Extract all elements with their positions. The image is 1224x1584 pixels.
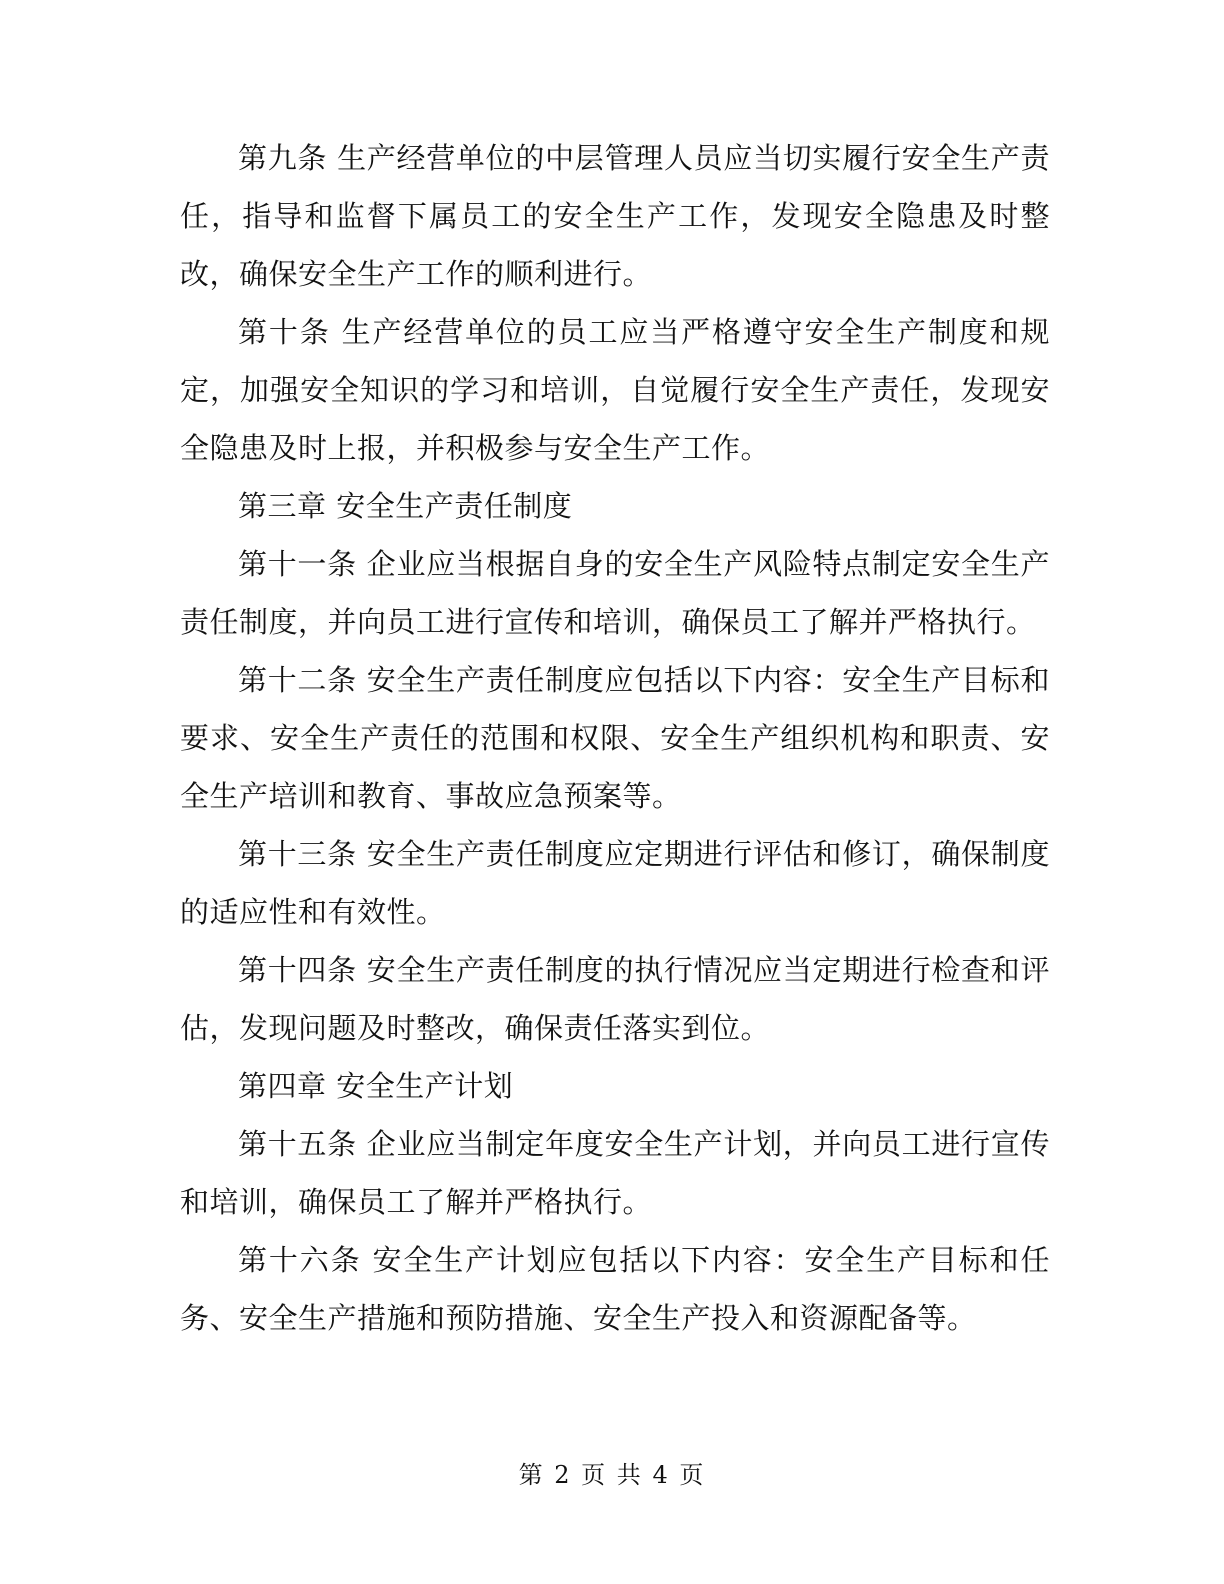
chapter-3-heading: 第三章 安全生产责任制度 [238, 489, 573, 523]
article-12: 第十二条 安全生产责任制度应包括以下内容：安全生产目标和要求、安全生产责任的范围和权限、安全生产组织机构和职责、安全生产培训和教育、事故应急预案等。 [180, 663, 1050, 813]
chapter-4-heading: 第四章 安全生产计划 [238, 1069, 514, 1103]
document-body [180, 129, 1050, 1347]
article-13: 第十三条 安全生产责任制度应定期进行评估和修订，确保制度的适应性和有效性。 [180, 837, 1050, 929]
article-10: 第十条 生产经营单位的员工应当严格遵守安全生产制度和规定，加强安全知识的学习和培训，自觉履行安全生产责任，发现安全隐患及时上报，并积极参与安全生产工作。 [180, 315, 1050, 465]
article-11: 第十一条 企业应当根据自身的安全生产风险特点制定安全生产责任制度，并向员工进行宣传和培训，确保员工了解并严格执行。 [180, 547, 1050, 639]
article-16: 第十六条 安全生产计划应包括以下内容：安全生产目标和任务、安全生产措施和预防措施、安全生产投入和资源配备等。 [180, 1243, 1050, 1335]
article-15: 第十五条 企业应当制定年度安全生产计划，并向员工进行宣传和培训，确保员工了解并严格执行。 [180, 1127, 1050, 1219]
page-number-footer: 第 2 页 共 4 页 [518, 1461, 706, 1489]
article-9: 第九条 生产经营单位的中层管理人员应当切实履行安全生产责任，指导和监督下属员工的安全生产工作，发现安全隐患及时整改，确保安全生产工作的顺利进行。 [180, 141, 1050, 291]
article-14: 第十四条 安全生产责任制度的执行情况应当定期进行检查和评估，发现问题及时整改，确保责任落实到位。 [180, 953, 1050, 1045]
